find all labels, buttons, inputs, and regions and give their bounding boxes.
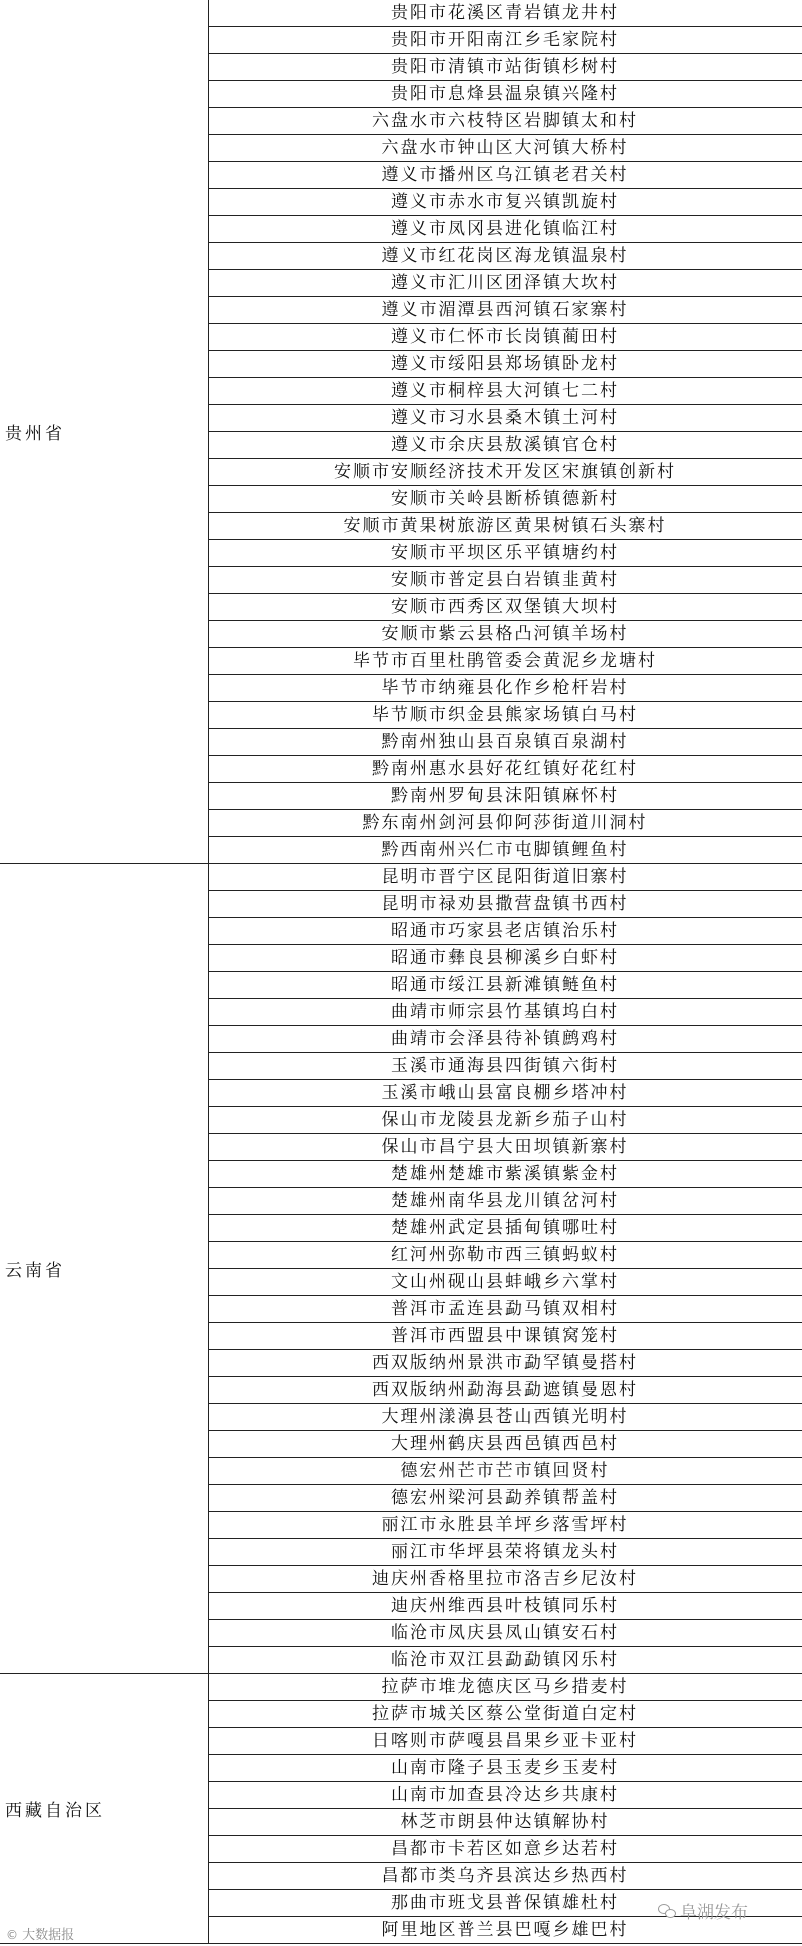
village-cell: 六盘水市钟山区大河镇大桥村	[208, 135, 802, 162]
village-cell: 遵义市绥阳县郑场镇卧龙村	[208, 351, 802, 378]
village-cell: 保山市龙陵县龙新乡茄子山村	[208, 1107, 802, 1134]
village-cell: 山南市隆子县玉麦乡玉麦村	[208, 1755, 802, 1782]
province-cell: 贵州省	[0, 0, 208, 864]
village-cell: 红河州弥勒市西三镇蚂蚁村	[208, 1242, 802, 1269]
village-cell: 普洱市西盟县中课镇窝笼村	[208, 1323, 802, 1350]
village-cell: 遵义市红花岗区海龙镇温泉村	[208, 243, 802, 270]
village-cell: 拉萨市堆龙德庆区马乡措麦村	[208, 1674, 802, 1701]
village-cell: 安顺市安顺经济技术开发区宋旗镇创新村	[208, 459, 802, 486]
village-cell: 遵义市桐梓县大河镇七二村	[208, 378, 802, 405]
village-cell: 黔南州惠水县好花红镇好花红村	[208, 756, 802, 783]
village-cell: 安顺市平坝区乐平镇塘约村	[208, 540, 802, 567]
village-cell: 拉萨市城关区蔡公堂街道白定村	[208, 1701, 802, 1728]
village-cell: 临沧市凤庆县凤山镇安石村	[208, 1620, 802, 1647]
village-cell: 丽江市永胜县羊坪乡落雪坪村	[208, 1512, 802, 1539]
village-cell: 黔南州罗甸县沫阳镇麻怀村	[208, 783, 802, 810]
village-cell: 贵阳市开阳南江乡毛家院村	[208, 27, 802, 54]
village-cell: 黔东南州剑河县仰阿莎街道川洞村	[208, 810, 802, 837]
village-cell: 文山州砚山县蚌峨乡六掌村	[208, 1269, 802, 1296]
village-cell: 玉溪市峨山县富良棚乡塔冲村	[208, 1080, 802, 1107]
village-cell: 昭通市彝良县柳溪乡白虾村	[208, 945, 802, 972]
village-cell: 遵义市湄潭县西河镇石家寨村	[208, 297, 802, 324]
village-cell: 安顺市西秀区双堡镇大坝村	[208, 594, 802, 621]
village-cell: 毕节市纳雍县化作乡枪杆岩村	[208, 675, 802, 702]
village-cell: 遵义市汇川区团泽镇大坎村	[208, 270, 802, 297]
village-cell: 贵阳市花溪区青岩镇龙井村	[208, 0, 802, 27]
village-cell: 玉溪市通海县四街镇六街村	[208, 1053, 802, 1080]
province-cell: 西藏自治区	[0, 1674, 208, 1944]
weibo-icon: ©	[6, 1928, 18, 1942]
village-cell: 黔西南州兴仁市屯脚镇鲤鱼村	[208, 837, 802, 864]
village-cell: 毕节市百里杜鹃管委会黄泥乡龙塘村	[208, 648, 802, 675]
village-cell: 迪庆州维西县叶枝镇同乐村	[208, 1593, 802, 1620]
table-row	[0, 1674, 802, 1701]
village-cell: 阿里地区普兰县巴嘎乡雄巴村	[208, 1917, 802, 1944]
village-cell: 山南市加查县冷达乡共康村	[208, 1782, 802, 1809]
watermark-right	[658, 1898, 748, 1923]
village-cell: 西双版纳州景洪市勐罕镇曼搭村	[208, 1350, 802, 1377]
village-cell: 普洱市孟连县勐马镇双相村	[208, 1296, 802, 1323]
village-cell: 安顺市关岭县断桥镇德新村	[208, 486, 802, 513]
village-cell: 曲靖市师宗县竹基镇坞白村	[208, 999, 802, 1026]
village-cell: 楚雄州武定县插甸镇哪吐村	[208, 1215, 802, 1242]
village-cell: 毕节顺市织金县熊家场镇白马村	[208, 702, 802, 729]
village-cell: 安顺市普定县白岩镇韭黄村	[208, 567, 802, 594]
table-row	[0, 864, 802, 891]
village-cell: 大理州漾濞县苍山西镇光明村	[208, 1404, 802, 1431]
village-cell: 遵义市习水县桑木镇土河村	[208, 405, 802, 432]
village-cell: 西双版纳州勐海县勐遮镇曼恩村	[208, 1377, 802, 1404]
village-cell: 保山市昌宁县大田坝镇新寨村	[208, 1134, 802, 1161]
village-cell: 德宏州芒市芒市镇回贤村	[208, 1458, 802, 1485]
table-row	[0, 0, 802, 27]
village-cell: 那曲市班戈县普保镇雄杜村	[208, 1890, 802, 1917]
village-cell: 德宏州梁河县勐养镇帮盖村	[208, 1485, 802, 1512]
province-cell: 云南省	[0, 864, 208, 1674]
village-cell: 楚雄州楚雄市紫溪镇紫金村	[208, 1161, 802, 1188]
village-cell: 昆明市晋宁区昆阳街道旧寨村	[208, 864, 802, 891]
village-cell: 昌都市类乌齐县滨达乡热西村	[208, 1863, 802, 1890]
wechat-icon	[658, 1904, 676, 1918]
village-cell: 曲靖市会泽县待补镇鹧鸡村	[208, 1026, 802, 1053]
village-cell: 贵阳市息烽县温泉镇兴隆村	[208, 81, 802, 108]
village-cell: 安顺市黄果树旅游区黄果树镇石头寨村	[208, 513, 802, 540]
village-cell: 大理州鹤庆县西邑镇西邑村	[208, 1431, 802, 1458]
village-cell: 六盘水市六枝特区岩脚镇太和村	[208, 108, 802, 135]
village-cell: 日喀则市萨嘎县昌果乡亚卡亚村	[208, 1728, 802, 1755]
village-cell: 林芝市朗县仲达镇解协村	[208, 1809, 802, 1836]
watermark-left	[6, 1924, 74, 1943]
village-cell: 昆明市禄劝县撒营盘镇书西村	[208, 891, 802, 918]
village-cell: 遵义市赤水市复兴镇凯旋村	[208, 189, 802, 216]
village-cell: 昌都市卡若区如意乡达若村	[208, 1836, 802, 1863]
village-cell: 遵义市凤冈县进化镇临江村	[208, 216, 802, 243]
village-cell: 丽江市华坪县荣将镇龙头村	[208, 1539, 802, 1566]
village-cell: 昭通市巧家县老店镇治乐村	[208, 918, 802, 945]
village-cell: 贵阳市清镇市站街镇杉树村	[208, 54, 802, 81]
village-cell: 临沧市双江县勐勐镇冈乐村	[208, 1647, 802, 1674]
village-cell: 迪庆州香格里拉市洛吉乡尼汝村	[208, 1566, 802, 1593]
village-cell: 遵义市仁怀市长岗镇蔺田村	[208, 324, 802, 351]
village-cell: 遵义市播州区乌江镇老君关村	[208, 162, 802, 189]
village-cell: 昭通市绥江县新滩镇鲢鱼村	[208, 972, 802, 999]
village-cell: 黔南州独山县百泉镇百泉湖村	[208, 729, 802, 756]
village-cell: 遵义市余庆县敖溪镇官仓村	[208, 432, 802, 459]
village-cell: 安顺市紫云县格凸河镇羊场村	[208, 621, 802, 648]
watermark-left-text: 大数据报	[22, 1928, 75, 1943]
watermark-right-text: 阜湖发布	[680, 1903, 748, 1923]
village-cell: 楚雄州南华县龙川镇岔河村	[208, 1188, 802, 1215]
